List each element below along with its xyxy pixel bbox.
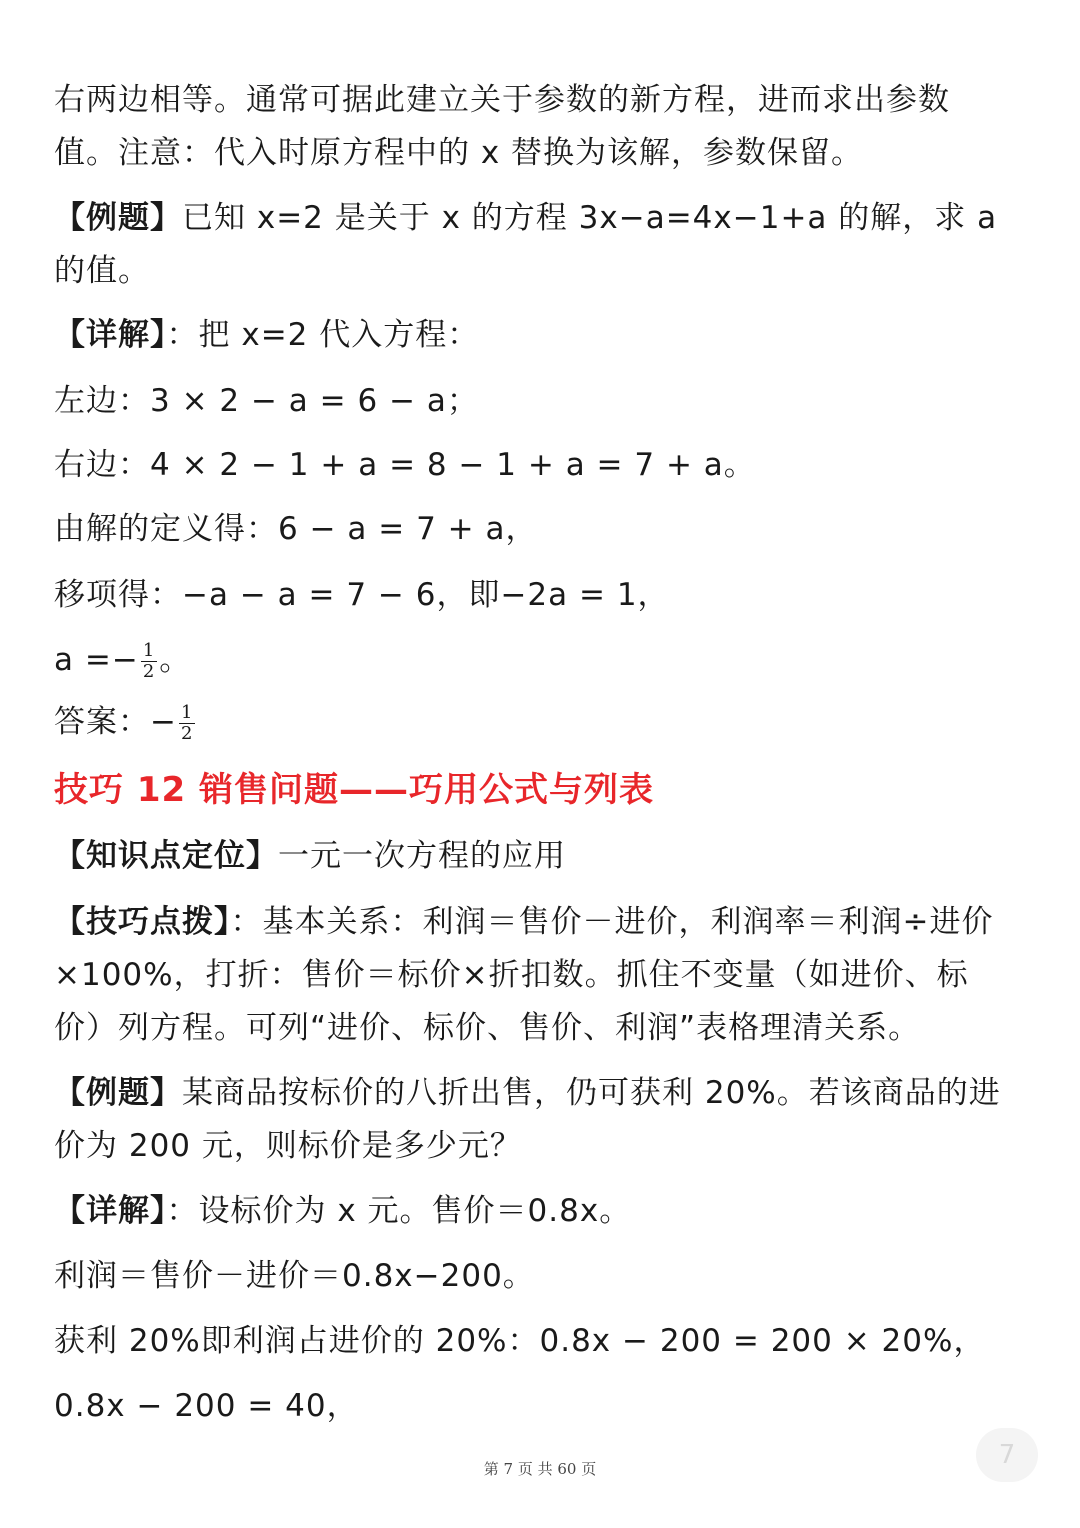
answer-fraction-denominator: 2 (180, 723, 194, 744)
gain-line: 获利 20%即利润占进价的 20%：0.8x − 200 = 200 × 20%， (54, 1323, 986, 1359)
transpose-line: 移项得：−a − a = 7 − 6，即−2a = 1， (54, 577, 670, 613)
example-2-label: 【例题】 (54, 1075, 182, 1111)
text-line-1: 右两边相等。通常可据此建立关于参数的新方程，进而求出参数 (54, 82, 950, 118)
solution-1-line (54, 315, 1034, 355)
solution-1-text: ：把 x=2 代入方程： (166, 317, 480, 353)
text-line-2: 值。注意：代入时原方程中的 x 替换为该解，参数保留。 (54, 135, 864, 171)
tip-text-1: ：基本关系：利润＝售价－进价，利润率＝利润÷进价 (230, 904, 994, 940)
tip-line-1 (54, 902, 1034, 942)
tip-line-3: 价）列方程。可列“进价、标价、售价、利润”表格理清关系。 (54, 1010, 921, 1046)
example-2-continuation: 价为 200 元，则标价是多少元？ (54, 1128, 522, 1164)
skill-12-title: 技巧 12 销售问题——巧用公式与列表 (54, 770, 654, 810)
answer-fraction (179, 703, 195, 744)
example-1-text: 已知 x=2 是关于 x 的方程 3x−a=4x−1+a 的解，求 a (182, 200, 998, 236)
answer-fraction-numerator: 1 (180, 702, 194, 723)
left-side-line: 左边：3 × 2 − a = 6 − a； (54, 383, 479, 419)
example-2-line (54, 1073, 1034, 1113)
example-1-line (54, 198, 1034, 238)
a-value-suffix: 。 (159, 642, 192, 678)
answer-line (54, 702, 1034, 744)
answer-prefix: 答案：− (54, 704, 177, 740)
example-1-continuation: 的值。 (54, 253, 150, 289)
a-value-prefix: a =− (54, 642, 139, 678)
definition-line: 由解的定义得：6 − a = 7 + a， (54, 511, 538, 547)
knowledge-point-line (54, 836, 1034, 876)
fraction-denominator: 2 (142, 661, 156, 682)
fraction-one-half (141, 641, 157, 682)
profit-line: 利润＝售价－进价＝0.8x−200。 (54, 1258, 535, 1294)
example-2-text: 某商品按标价的八折出售，仍可获利 20%。若该商品的进 (182, 1075, 1001, 1111)
solution-2-line (54, 1191, 1034, 1231)
solution-2-text: ：设标价为 x 元。售价＝0.8x。 (166, 1193, 632, 1229)
tip-label: 【技巧点拨】 (54, 904, 231, 940)
knowledge-point-label: 【知识点定位】 (54, 838, 278, 874)
solution-1-label: 【详解】 (54, 317, 167, 353)
knowledge-point-text: 一元一次方程的应用 (278, 838, 566, 874)
right-side-line: 右边：4 × 2 − 1 + a = 8 − 1 + a = 7 + a。 (54, 447, 756, 483)
final-equation-line: 0.8x − 200 = 40， (54, 1388, 359, 1424)
fraction-numerator: 1 (142, 640, 156, 661)
page-footer: 第 7 页 共 60 页 (483, 1460, 597, 1478)
example-1-label: 【例题】 (54, 200, 182, 236)
solution-2-label: 【详解】 (54, 1193, 167, 1229)
tip-line-2: ×100%，打折：售价＝标价×折扣数。抓住不变量（如进价、标 (54, 957, 969, 993)
page-number-badge[interactable]: 7 (976, 1428, 1038, 1482)
a-value-line (54, 640, 1034, 682)
